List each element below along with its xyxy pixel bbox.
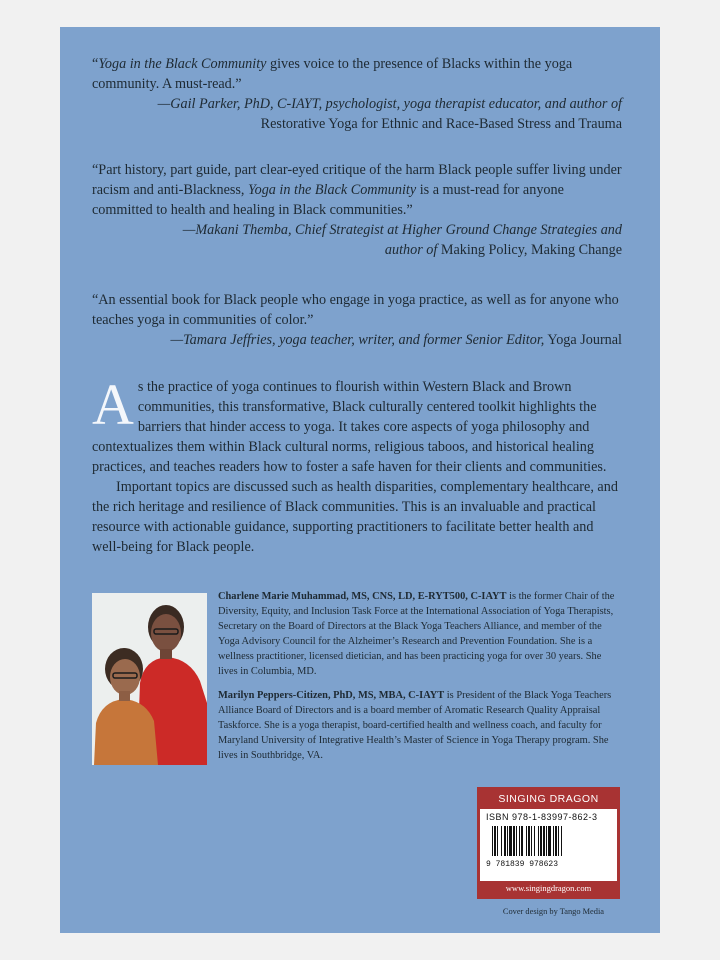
quote-attribution: —Tamara Jeffries, yoga teacher, writer, and former Senior Editor, Yoga Journal — [170, 332, 622, 348]
cover-design-credit: Cover design by Tango Media — [502, 907, 604, 916]
quote-attribution: —Gail Parker, PhD, C-IAYT, psychologist, yoga therapist educator, and author of Restorative Yoga for Ethnic and Race-Based Stress and Trauma — [157, 96, 622, 132]
author-bio-1: Charlene Marie Muhammad, MS, CNS, LD, E-RYT500, C-IAYT is the former Chair of the Diversity, Equity, and Inclusion Task Force at the International Association of Yoga Therapists, Secretary on the Board of Directors at the Black Yoga Teachers Alliance, and member of the Yoga Advisory Council for the Alzheimer’s Research and Prevention Foundation. She is a wellness practitioner, licensed dietician, and has been practicing yoga for over 30 years. She lives in Columbia, MD. — [218, 591, 615, 677]
isbn-label: ISBN 978-1-83997-862-3 — [486, 812, 598, 822]
barcode-box — [477, 787, 620, 899]
publisher-name: SINGING DRAGON — [480, 790, 617, 809]
author-bios — [218, 589, 622, 772]
book-title-italic: Yoga in the Black Community — [98, 56, 267, 72]
drop-cap: A — [92, 372, 134, 437]
endorsement-quote-3: “An essential book for Black people who engage in yoga practice, as well as for anyone who teaches yoga in communities of color.” —Tamara Jeffries, yoga teacher, writer, and former Senior Editor, Yoga Journal — [92, 292, 622, 348]
book-title-italic: Yoga in the Black Community — [248, 182, 417, 198]
book-description: As the practice of yoga continues to flourish within Western Black and Brown communities, this transformative, Black culturally centered toolkit highlights the barriers that hinder access to yoga. It takes core aspects of yoga philosophy and contextualizes them within Black cultural norms, religious taboos, and historical healing practices, and teaches readers how to foster a safe haven for their clients and communities. Important topics are discussed such as health disparities, complementary healthcare, and the rich heritage and resilience of Black communities. This is an invaluable and practical resource with actionable guidance, supporting practitioners to facilitate better health and well-being for Black people. — [92, 372, 618, 555]
endorsement-quote-2: “Part history, part guide, part clear-eyed critique of the harm Black people suffer living under racism and anti-Blackness, Yoga in the Black Community is a must-read for anyone committed to health and healing in Black communities.” —Makani Themba, Chief Strategist at Higher Ground Change Strategies and author of Making Policy, Making Change — [92, 162, 622, 258]
endorsement-quote-1: “Yoga in the Black Community gives voice to the presence of Blacks within the yoga community. A must-read.” —Gail Parker, PhD, C-IAYT, psychologist, yoga therapist educator, and author of Restorative Yoga for Ethnic and Race-Based Stress and Trauma — [92, 56, 622, 132]
publisher-url: www.singingdragon.com — [480, 881, 617, 896]
barcode-digits: 9 781839 978623 — [486, 860, 559, 868]
barcode-icon — [480, 824, 617, 868]
authors-portrait-image — [92, 593, 207, 765]
quote-attribution: —Makani Themba, Chief Strategist at Higher Ground Change Strategies and author of Making Policy, Making Change — [182, 222, 622, 258]
author-bio-2: Marilyn Peppers-Citizen, PhD, MS, MBA, C-IAYT is President of the Black Yoga Teachers Alliance Board of Directors and is a board member of Aromatic Research Quality Appraisal Taskforce. She is a yoga therapist, board-certified health and wellness coach, and faculty for Maryland University of Integrative Health’s Master of Science in Yoga Therapy program. She lives in Southbridge, VA. — [218, 690, 612, 761]
author-photo — [92, 593, 207, 765]
back-cover — [60, 27, 660, 933]
